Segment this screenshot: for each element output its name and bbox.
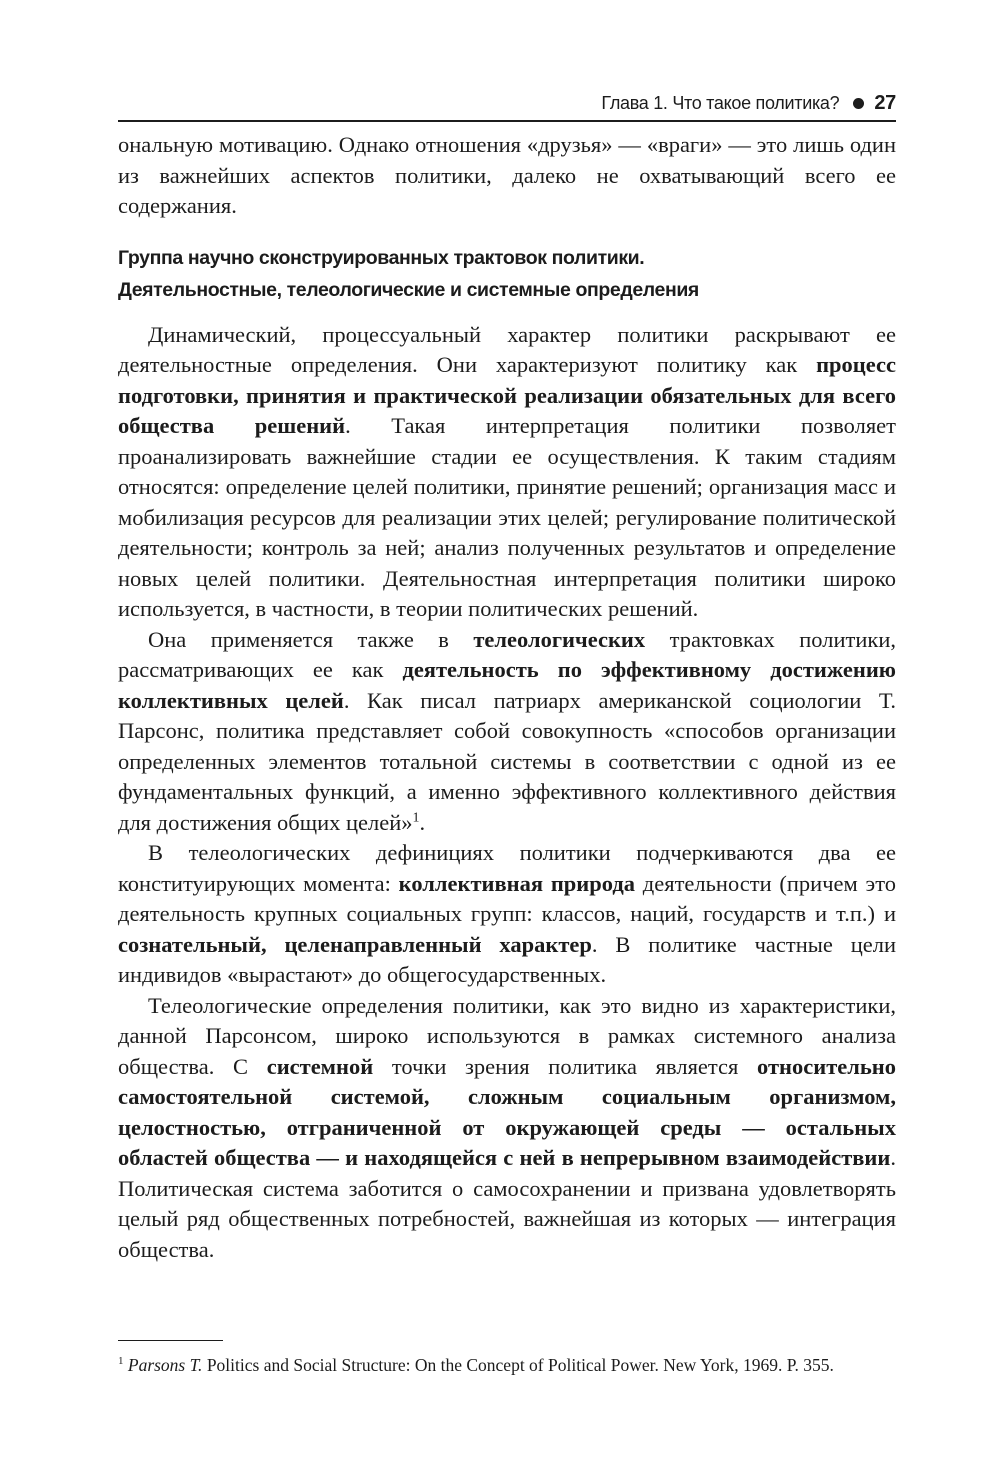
footnote-text: Politics and Social Structure: On the Concept of Political Power. New York, 1969. P. 355. [202, 1354, 834, 1375]
section-heading-line-2: Деятельностные, телеологические и системные определения [118, 278, 699, 301]
body-text [118, 130, 896, 1265]
text-run: Телеологические определения политики, как это видно из характеристики, данной Парсонсом, широко используются в рамках системного анализа общества. С [118, 992, 896, 1079]
bold-term: сознательный, целенаправленный характер [118, 931, 592, 957]
paragraph-teleological [118, 625, 896, 839]
bold-term: деятельность по эффективному достижению коллективных целей [118, 657, 896, 713]
bullet-icon [853, 98, 864, 109]
text-run: Динамический, процессуальный характер политики раскрывают ее деятельностные определения. Они характеризуют политику как [118, 321, 896, 377]
text-run: В телеологических дефинициях политики подчеркиваются два ее конституирующих момента: [118, 840, 896, 896]
paragraph-continuation: ональную мотивацию. Однако отношения «друзья» — «враги» — это лишь один из важнейших аспектов политики, далеко не охватывающий всего ее содержания. [118, 132, 896, 218]
text-run: трактовках политики, рассматривающих ее как [118, 626, 896, 682]
text-run: . Политическая система заботится о самосохранении и призвана удовлетворять целый ряд общественных потребностей, важнейшая из которых — интеграция общества. [118, 1145, 896, 1262]
running-head [118, 86, 896, 122]
page-number: 27 [874, 91, 896, 114]
paragraph-activity-definitions [118, 320, 896, 625]
text-run: . Как писал патриарх американской социологии Т. Парсонс, политика представляет собой совокупность «способов организации определенных элементов тотальной системы в соответствии с одной из ее фундаментальных функций, а именно эффективного коллективного действия для достижения общих целей» [118, 687, 896, 835]
text-run: . В политике частные цели индивидов «вырастают» до общегосударственных. [118, 931, 896, 987]
section-heading-line-1: Группа научно сконструированных трактовок политики. [118, 246, 645, 269]
footnote-reference[interactable]: 1 [412, 810, 420, 825]
section-heading [118, 242, 896, 306]
footnote-number: 1 [118, 1355, 124, 1367]
bold-term: процесс подготовки, принятия и практической реализации обязательных для всего общества решений [118, 352, 896, 438]
paragraph-constitutive-moments [118, 838, 896, 991]
text-run: . [419, 809, 426, 835]
text-run: . Такая интерпретация политики позволяет проанализировать важнейшие стадии ее осуществления. К таким стадиям относятся: определение целей политики, принятие решений; организация масс и мобилизация ресурсов для реализации этих целей; регулирование политической деятельности; контроль за ней; анализ полученных результатов и определение новых целей политики. Деятельностная интерпретация политики широко используется, в частности, в теории политических решений. [118, 413, 896, 621]
bold-term: телеологических [473, 626, 646, 652]
chapter-title: Глава 1. Что такое политика? [601, 92, 840, 113]
paragraph-systemic [118, 991, 896, 1266]
footnote [118, 1348, 896, 1379]
footnote-divider [118, 1340, 223, 1341]
bold-term: коллективная природа [398, 870, 636, 896]
text-run: точки зрения политика является [373, 1053, 758, 1079]
text-run: деятельности (причем это деятельность крупных социальных групп: классов, наций, государств и т.п.) и [118, 870, 896, 926]
footnote-author: Parsons T. [127, 1354, 203, 1375]
bold-term: относительно самостоятельной системой, сложным социальным организмом, целостностью, отграниченной от окружающей среды — остальных областей общества — и находящейся с ней в непрерывном взаимодействии [118, 1053, 896, 1170]
text-run: Она применяется также в [148, 626, 474, 652]
bold-term: системной [266, 1053, 374, 1079]
